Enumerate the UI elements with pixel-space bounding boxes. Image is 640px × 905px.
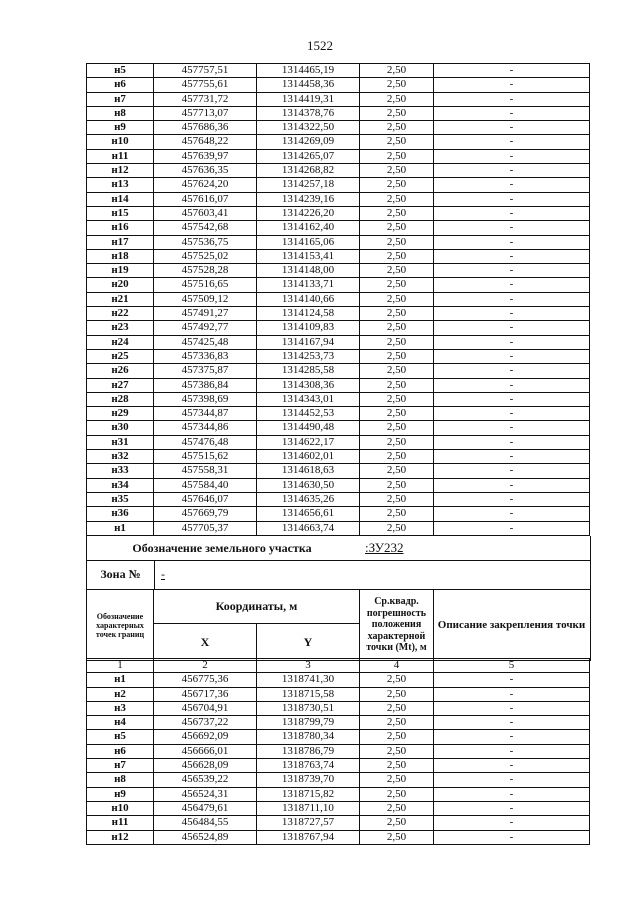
accuracy-cell: 2,50 (360, 307, 434, 321)
point-id-cell: н8 (87, 773, 154, 787)
table-row (87, 450, 590, 464)
x-coordinate-cell: 457509,12 (154, 292, 257, 306)
description-cell: - (434, 364, 590, 378)
description-cell: - (434, 164, 590, 178)
x-coordinate-cell: 456737,22 (154, 716, 257, 730)
point-id-cell: н34 (87, 478, 154, 492)
y-coordinate-cell: 1314239,16 (257, 192, 360, 206)
description-cell: - (434, 92, 590, 106)
table-row (87, 364, 590, 378)
table-row (87, 407, 590, 421)
point-id-cell: н3 (87, 701, 154, 715)
accuracy-cell: 2,50 (360, 221, 434, 235)
point-id-cell: н5 (87, 64, 154, 78)
accuracy-cell: 2,50 (360, 206, 434, 220)
x-coordinate-cell: 456484,55 (154, 816, 257, 830)
accuracy-cell: 2,50 (360, 787, 434, 801)
y-coordinate-cell: 1314378,76 (257, 106, 360, 120)
accuracy-cell: 2,50 (360, 435, 434, 449)
y-coordinate-cell: 1314490,48 (257, 421, 360, 435)
y-coordinate-cell: 1314656,61 (257, 507, 360, 521)
table-row (87, 206, 590, 220)
y-coordinate-cell: 1318799,79 (257, 716, 360, 730)
header-coordinates: Координаты, м (154, 590, 360, 624)
table-row (87, 816, 590, 830)
table-row (87, 278, 590, 292)
description-cell: - (434, 106, 590, 120)
y-coordinate-cell: 1314465,19 (257, 64, 360, 78)
header-point-label: Обозначение характерных точек границ (87, 590, 154, 660)
description-cell: - (434, 221, 590, 235)
accuracy-cell: 2,50 (360, 106, 434, 120)
x-coordinate-cell: 457603,41 (154, 206, 257, 220)
point-id-cell: н10 (87, 801, 154, 815)
y-coordinate-cell: 1314269,09 (257, 135, 360, 149)
y-coordinate-cell: 1314343,01 (257, 392, 360, 406)
accuracy-cell: 2,50 (360, 464, 434, 478)
table-row (87, 421, 590, 435)
x-coordinate-cell: 457646,07 (154, 492, 257, 506)
accuracy-cell: 2,50 (360, 78, 434, 92)
accuracy-cell: 2,50 (360, 744, 434, 758)
x-coordinate-cell: 457636,35 (154, 164, 257, 178)
table-row (87, 64, 590, 78)
description-cell: - (434, 407, 590, 421)
point-id-cell: н18 (87, 249, 154, 263)
table-row (87, 773, 590, 787)
table-row (87, 335, 590, 349)
x-coordinate-cell: 457536,75 (154, 235, 257, 249)
description-cell: - (434, 492, 590, 506)
x-coordinate-cell: 457491,27 (154, 307, 257, 321)
table-row (87, 673, 590, 687)
accuracy-cell: 2,50 (360, 830, 434, 844)
accuracy-cell: 2,50 (360, 673, 434, 687)
table-row (87, 221, 590, 235)
point-id-cell: н7 (87, 92, 154, 106)
point-id-cell: н25 (87, 349, 154, 363)
table-row (87, 521, 590, 535)
point-id-cell: н26 (87, 364, 154, 378)
table-row (87, 378, 590, 392)
y-coordinate-cell: 1318739,70 (257, 773, 360, 787)
y-coordinate-cell: 1314452,53 (257, 407, 360, 421)
point-id-cell: н28 (87, 392, 154, 406)
x-coordinate-cell: 456666,01 (154, 744, 257, 758)
y-coordinate-cell: 1314165,06 (257, 235, 360, 249)
accuracy-cell: 2,50 (360, 816, 434, 830)
point-id-cell: н35 (87, 492, 154, 506)
table-row (87, 149, 590, 163)
plot-designation-label: Обозначение земельного участка (132, 541, 312, 555)
description-cell: - (434, 349, 590, 363)
accuracy-cell: 2,50 (360, 450, 434, 464)
table-row (87, 744, 590, 758)
description-cell: - (434, 787, 590, 801)
y-coordinate-cell: 1318780,34 (257, 730, 360, 744)
point-id-cell: н32 (87, 450, 154, 464)
x-coordinate-cell: 457386,84 (154, 378, 257, 392)
point-id-cell: н13 (87, 178, 154, 192)
y-coordinate-cell: 1318727,57 (257, 816, 360, 830)
description-cell: - (434, 249, 590, 263)
header-y: Y (257, 624, 360, 660)
x-coordinate-cell: 457624,20 (154, 178, 257, 192)
description-cell: - (434, 264, 590, 278)
x-coordinate-cell: 457639,97 (154, 149, 257, 163)
accuracy-cell: 2,50 (360, 164, 434, 178)
y-coordinate-cell: 1314635,26 (257, 492, 360, 506)
plot-designation-value: :ЗУ232 (365, 540, 404, 555)
x-coordinate-cell: 457755,61 (154, 78, 257, 92)
point-id-cell: н10 (87, 135, 154, 149)
x-coordinate-cell: 456692,09 (154, 730, 257, 744)
x-coordinate-cell: 457344,86 (154, 421, 257, 435)
point-id-cell: н16 (87, 221, 154, 235)
description-cell: - (434, 801, 590, 815)
table-row (87, 801, 590, 815)
y-coordinate-cell: 1314109,83 (257, 321, 360, 335)
column-number: 4 (360, 659, 434, 673)
table-row (87, 192, 590, 206)
table-row (87, 78, 590, 92)
accuracy-cell: 2,50 (360, 478, 434, 492)
y-coordinate-cell: 1318786,79 (257, 744, 360, 758)
table-row (87, 264, 590, 278)
x-coordinate-cell: 457515,62 (154, 450, 257, 464)
coordinates-table-continued (86, 63, 590, 536)
description-cell: - (434, 478, 590, 492)
point-id-cell: н8 (87, 106, 154, 120)
table-row (87, 349, 590, 363)
description-cell: - (434, 149, 590, 163)
accuracy-cell: 2,50 (360, 492, 434, 506)
description-cell: - (434, 464, 590, 478)
zone-label: Зона № (100, 567, 141, 581)
accuracy-cell: 2,50 (360, 701, 434, 715)
point-id-cell: н1 (87, 521, 154, 535)
column-number: 1 (87, 659, 154, 673)
x-coordinate-cell: 456539,22 (154, 773, 257, 787)
point-id-cell: н19 (87, 264, 154, 278)
header-x: X (154, 624, 257, 660)
x-coordinate-cell: 457731,72 (154, 92, 257, 106)
y-coordinate-cell: 1318711,10 (257, 801, 360, 815)
x-coordinate-cell: 457757,51 (154, 64, 257, 78)
description-cell: - (434, 278, 590, 292)
table-row (87, 492, 590, 506)
description-cell: - (434, 687, 590, 701)
point-id-cell: н29 (87, 407, 154, 421)
x-coordinate-cell: 457616,07 (154, 192, 257, 206)
accuracy-cell: 2,50 (360, 687, 434, 701)
y-coordinate-cell: 1314133,71 (257, 278, 360, 292)
x-coordinate-cell: 457648,22 (154, 135, 257, 149)
description-cell: - (434, 507, 590, 521)
table-row (87, 106, 590, 120)
point-id-cell: н6 (87, 744, 154, 758)
accuracy-cell: 2,50 (360, 92, 434, 106)
point-id-cell: н24 (87, 335, 154, 349)
description-cell: - (434, 759, 590, 773)
accuracy-cell: 2,50 (360, 392, 434, 406)
accuracy-cell: 2,50 (360, 264, 434, 278)
accuracy-cell: 2,50 (360, 507, 434, 521)
table-row (87, 249, 590, 263)
point-id-cell: н9 (87, 787, 154, 801)
point-id-cell: н15 (87, 206, 154, 220)
accuracy-cell: 2,50 (360, 192, 434, 206)
y-coordinate-cell: 1314458,36 (257, 78, 360, 92)
description-cell: - (434, 744, 590, 758)
point-id-cell: н5 (87, 730, 154, 744)
description-cell: - (434, 450, 590, 464)
point-id-cell: н2 (87, 687, 154, 701)
accuracy-cell: 2,50 (360, 249, 434, 263)
x-coordinate-cell: 456524,89 (154, 830, 257, 844)
description-cell: - (434, 292, 590, 306)
y-coordinate-cell: 1314285,58 (257, 364, 360, 378)
x-coordinate-cell: 456717,36 (154, 687, 257, 701)
x-coordinate-cell: 457398,69 (154, 392, 257, 406)
table-row (87, 292, 590, 306)
y-coordinate-cell: 1314663,74 (257, 521, 360, 535)
accuracy-cell: 2,50 (360, 716, 434, 730)
x-coordinate-cell: 457525,02 (154, 249, 257, 263)
table-row (87, 392, 590, 406)
table-row (87, 787, 590, 801)
x-coordinate-cell: 456628,09 (154, 759, 257, 773)
description-cell: - (434, 321, 590, 335)
header-description: Описание закрепления точки (437, 618, 586, 631)
x-coordinate-cell: 456775,36 (154, 673, 257, 687)
description-cell: - (434, 64, 590, 78)
point-id-cell: н30 (87, 421, 154, 435)
point-id-cell: н17 (87, 235, 154, 249)
table-row (87, 759, 590, 773)
accuracy-cell: 2,50 (360, 801, 434, 815)
description-cell: - (434, 78, 590, 92)
y-coordinate-cell: 1318741,30 (257, 673, 360, 687)
y-coordinate-cell: 1318715,58 (257, 687, 360, 701)
point-id-cell: н23 (87, 321, 154, 335)
column-numbers-row (87, 659, 590, 673)
y-coordinate-cell: 1314140,66 (257, 292, 360, 306)
point-id-cell: н11 (87, 149, 154, 163)
y-coordinate-cell: 1314618,63 (257, 464, 360, 478)
description-cell: - (434, 206, 590, 220)
table-row (87, 830, 590, 844)
point-id-cell: н20 (87, 278, 154, 292)
accuracy-cell: 2,50 (360, 364, 434, 378)
accuracy-cell: 2,50 (360, 278, 434, 292)
accuracy-cell: 2,50 (360, 773, 434, 787)
description-cell: - (434, 701, 590, 715)
description-cell: - (434, 192, 590, 206)
accuracy-cell: 2,50 (360, 349, 434, 363)
x-coordinate-cell: 457375,87 (154, 364, 257, 378)
accuracy-cell: 2,50 (360, 421, 434, 435)
point-id-cell: н7 (87, 759, 154, 773)
x-coordinate-cell: 457542,68 (154, 221, 257, 235)
x-coordinate-cell: 457344,87 (154, 407, 257, 421)
table-row (87, 507, 590, 521)
table-row (87, 307, 590, 321)
description-cell: - (434, 307, 590, 321)
description-cell: - (434, 378, 590, 392)
point-id-cell: н6 (87, 78, 154, 92)
y-coordinate-cell: 1314630,50 (257, 478, 360, 492)
column-number: 2 (154, 659, 257, 673)
x-coordinate-cell: 457705,37 (154, 521, 257, 535)
y-coordinate-cell: 1314226,20 (257, 206, 360, 220)
description-cell: - (434, 121, 590, 135)
description-cell: - (434, 773, 590, 787)
accuracy-cell: 2,50 (360, 521, 434, 535)
accuracy-cell: 2,50 (360, 292, 434, 306)
accuracy-cell: 2,50 (360, 759, 434, 773)
accuracy-cell: 2,50 (360, 135, 434, 149)
table-header (87, 590, 590, 661)
table-row (87, 135, 590, 149)
plot-designation-row (87, 536, 590, 561)
header-accuracy: Ср.квадр. погрешность положения характерной точки (Mt), м (360, 590, 434, 660)
y-coordinate-cell: 1318730,51 (257, 701, 360, 715)
y-coordinate-cell: 1314253,73 (257, 349, 360, 363)
table-row (87, 164, 590, 178)
table-row (87, 730, 590, 744)
y-coordinate-cell: 1314268,82 (257, 164, 360, 178)
point-id-cell: н14 (87, 192, 154, 206)
point-id-cell: н4 (87, 716, 154, 730)
point-id-cell: н11 (87, 816, 154, 830)
zone-row (87, 561, 590, 590)
column-number: 3 (257, 659, 360, 673)
y-coordinate-cell: 1318767,94 (257, 830, 360, 844)
x-coordinate-cell: 457584,40 (154, 478, 257, 492)
point-id-cell: н9 (87, 121, 154, 135)
x-coordinate-cell: 457558,31 (154, 464, 257, 478)
table-row (87, 235, 590, 249)
point-id-cell: н31 (87, 435, 154, 449)
point-id-cell: н12 (87, 164, 154, 178)
coordinates-table-zu232 (86, 658, 590, 845)
y-coordinate-cell: 1318715,82 (257, 787, 360, 801)
description-cell: - (434, 178, 590, 192)
plot-info-block (86, 536, 591, 661)
x-coordinate-cell: 457425,48 (154, 335, 257, 349)
description-cell: - (434, 716, 590, 730)
table-row (87, 687, 590, 701)
accuracy-cell: 2,50 (360, 321, 434, 335)
y-coordinate-cell: 1314148,00 (257, 264, 360, 278)
x-coordinate-cell: 457686,36 (154, 121, 257, 135)
table-row (87, 464, 590, 478)
accuracy-cell: 2,50 (360, 178, 434, 192)
description-cell: - (434, 235, 590, 249)
y-coordinate-cell: 1314602,01 (257, 450, 360, 464)
y-coordinate-cell: 1314622,17 (257, 435, 360, 449)
y-coordinate-cell: 1314153,41 (257, 249, 360, 263)
point-id-cell: н22 (87, 307, 154, 321)
column-number: 5 (434, 659, 590, 673)
x-coordinate-cell: 457713,07 (154, 106, 257, 120)
x-coordinate-cell: 457516,65 (154, 278, 257, 292)
page-number: 1522 (307, 38, 333, 53)
description-cell: - (434, 435, 590, 449)
accuracy-cell: 2,50 (360, 149, 434, 163)
y-coordinate-cell: 1314162,40 (257, 221, 360, 235)
accuracy-cell: 2,50 (360, 407, 434, 421)
point-id-cell: н27 (87, 378, 154, 392)
table-row (87, 321, 590, 335)
accuracy-cell: 2,50 (360, 335, 434, 349)
accuracy-cell: 2,50 (360, 121, 434, 135)
accuracy-cell: 2,50 (360, 235, 434, 249)
description-cell: - (434, 816, 590, 830)
point-id-cell: н1 (87, 673, 154, 687)
table-row (87, 701, 590, 715)
description-cell: - (434, 830, 590, 844)
x-coordinate-cell: 456479,61 (154, 801, 257, 815)
y-coordinate-cell: 1314257,18 (257, 178, 360, 192)
y-coordinate-cell: 1314308,36 (257, 378, 360, 392)
y-coordinate-cell: 1314124,58 (257, 307, 360, 321)
table-row (87, 178, 590, 192)
table-row (87, 716, 590, 730)
point-id-cell: н36 (87, 507, 154, 521)
description-cell: - (434, 392, 590, 406)
accuracy-cell: 2,50 (360, 378, 434, 392)
x-coordinate-cell: 457492,77 (154, 321, 257, 335)
accuracy-cell: 2,50 (360, 730, 434, 744)
description-cell: - (434, 673, 590, 687)
x-coordinate-cell: 457476,48 (154, 435, 257, 449)
x-coordinate-cell: 457336,83 (154, 349, 257, 363)
table-row (87, 92, 590, 106)
description-cell: - (434, 730, 590, 744)
description-cell: - (434, 521, 590, 535)
x-coordinate-cell: 457528,28 (154, 264, 257, 278)
y-coordinate-cell: 1318763,74 (257, 759, 360, 773)
description-cell: - (434, 135, 590, 149)
y-coordinate-cell: 1314322,50 (257, 121, 360, 135)
table-row (87, 478, 590, 492)
point-id-cell: н21 (87, 292, 154, 306)
table-row (87, 121, 590, 135)
table-row (87, 435, 590, 449)
y-coordinate-cell: 1314419,31 (257, 92, 360, 106)
point-id-cell: н33 (87, 464, 154, 478)
point-id-cell: н12 (87, 830, 154, 844)
description-cell: - (434, 421, 590, 435)
description-cell: - (434, 335, 590, 349)
accuracy-cell: 2,50 (360, 64, 434, 78)
x-coordinate-cell: 457669,79 (154, 507, 257, 521)
zone-value: - (161, 567, 165, 581)
y-coordinate-cell: 1314167,94 (257, 335, 360, 349)
x-coordinate-cell: 456704,91 (154, 701, 257, 715)
y-coordinate-cell: 1314265,07 (257, 149, 360, 163)
x-coordinate-cell: 456524,31 (154, 787, 257, 801)
